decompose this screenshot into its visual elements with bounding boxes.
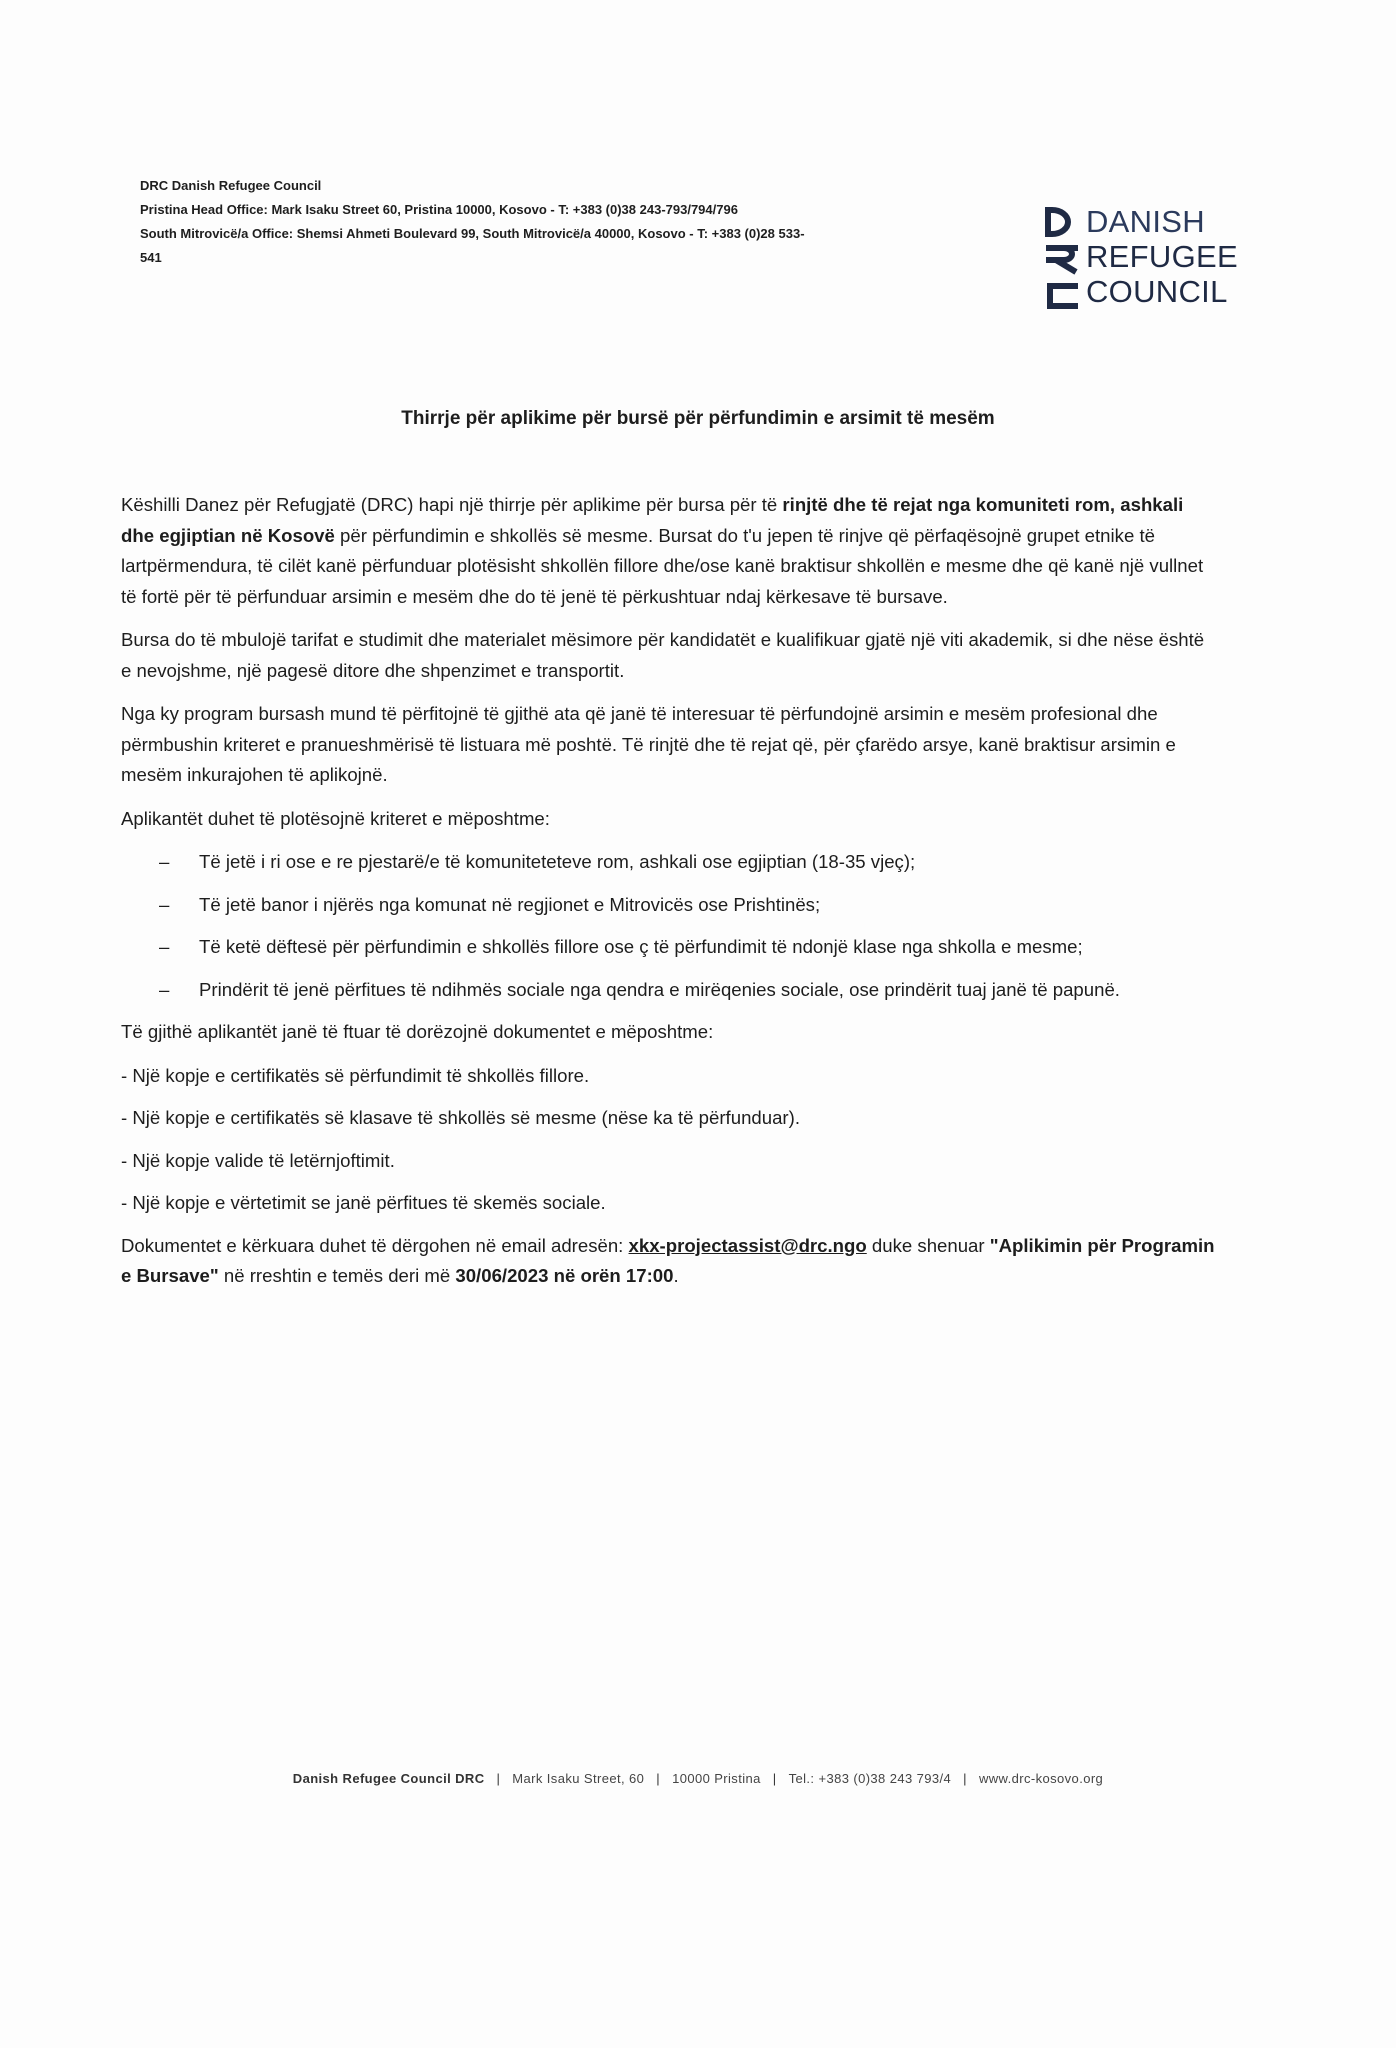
criteria-list (121, 847, 1216, 1005)
criteria-intro: Aplikantët duhet të plotësojnë kriteret e mëposhtme: (121, 807, 550, 829)
list-item-text: Prindërit të jenë përfitues të ndihmës sociale nga qendra e mirëqenies sociale, ose prindërit tuaj janë të papunë. (199, 978, 1120, 1000)
footer-street: Mark Isaku Street, 60 (512, 1771, 645, 1786)
list-item-text: Të jetë i ri ose e re pjestarë/e të komunitetetevе rom, ashkali ose egjiptian (18-35 vjeç); (199, 851, 916, 872)
intro-text-2: për përfundimin e shkollës së mesme. Bursat do t'u jepen të rinjve që përfaqësojnë grupet etnike të lartpërmendura, të cilët kanë përfunduar plotësisht shkollën fillore dhe/ose kanë braktisur shkollën e mesme dhe që kanë një vullnet të fortë për të përfunduar arsimin e mesëm dhe do të jenë të përkushtuar ndaj kërkesave të bursave. (121, 524, 1204, 607)
list-item (121, 890, 1216, 921)
south-office-address-cont: 541 (140, 250, 162, 265)
list-item-text: Të ketë dëftesë për përfundimin e shkollës fillore ose ç të përfundimit të ndonjë klase nga shkolla e mesme; (199, 936, 1083, 957)
logo-line-1: DANISH (1086, 204, 1205, 239)
closing-deadline: 30/06/2023 në orën 17:00 (455, 1265, 674, 1286)
logo-line-2: REFUGEE (1086, 239, 1238, 274)
coverage-paragraph: Bursa do të mbulojë tarifat e studimit dhe materialet mësimore për kandidatët e kualifikuar gjatë një viti akademik, si dhe nëse është e nevojshme, një pagesë ditore dhe shpenzimet e transportit. (121, 629, 1205, 681)
list-item (121, 932, 1216, 963)
closing-text-4: . (673, 1265, 679, 1286)
logo-wordmark (1086, 204, 1238, 309)
footer-separator: | (496, 1771, 501, 1786)
logo-line-3: COUNCIL (1086, 274, 1228, 309)
closing-paragraph (121, 1231, 1216, 1292)
head-office-address: Pristina Head Office: Mark Isaku Street 60, Pristina 10000, Kosovo - T: +383 (0)38 243-793/794/796 (140, 202, 738, 217)
list-dash: – (159, 893, 170, 915)
list-item (121, 975, 1216, 1006)
closing-text-3: në rreshtin e temës deri më (218, 1265, 456, 1286)
footer-website[interactable]: www.drc-kosovo.org (978, 1771, 1104, 1786)
drc-logo (1042, 204, 1238, 312)
drc-logo-icon (1042, 204, 1082, 312)
documents-intro: Të gjithë aplikantët janë të ftuar të dorëzojnë dokumentet e mëposhtme: (121, 1021, 714, 1042)
closing-text-1: Dokumentet e kërkuara duhet të dërgohen në email adresën: (121, 1234, 629, 1256)
closing-text-2: duke shenuar (866, 1234, 990, 1256)
email-link[interactable]: xkx-projectassist@drc.ngo (628, 1234, 867, 1256)
document-title: Thirrje për aplikime për bursë për përfundimin e arsimit të mesëm (401, 408, 995, 429)
footer-tel: Tel.: +383 (0)38 243 793/4 (788, 1771, 952, 1786)
footer-separator: | (772, 1771, 777, 1786)
document-item: - Një kopje valide të letërnjoftimit. (121, 1149, 395, 1171)
list-dash: – (159, 936, 170, 957)
list-item-text: Të jetë banor i njërës nga komunat në regjionet e Mitrovicës ose Prishtinës; (199, 893, 821, 915)
intro-paragraph (121, 490, 1216, 612)
document-item: - Një kopje e certifikatës së klasave të shkollës së mesme (nëse ka të përfunduar). (121, 1107, 800, 1128)
footer-separator: | (963, 1771, 967, 1786)
document-item: - Një kopje e certifikatës së përfundimit të shkollës fillore. (121, 1064, 590, 1086)
closing-subject: "Aplikimin për Programin e Bursave" (121, 1234, 1215, 1286)
document-item: - Një kopje e vërtetimit se janë përfitues të skemës sociale. (121, 1192, 606, 1213)
list-dash: – (159, 978, 170, 1000)
org-name: DRC Danish Refugee Council (140, 178, 322, 193)
footer-org: Danish Refugee Council DRC (292, 1771, 485, 1786)
south-office-address: South Mitrovicë/a Office: Shemsi Ahmeti Boulevard 99, South Mitrovicë/a 40000, Kosovo - T: +383 (0)28 533- (140, 226, 805, 241)
intro-text-1: Këshilli Danez për Refugjatë (DRC) hapi një thirrje për aplikime për bursa për të (121, 494, 783, 515)
footer-city: 10000 Pristina (672, 1771, 761, 1786)
intro-bold: rinjtë dhe të rejat nga komuniteti rom, ashkali dhe egjiptian në Kosovë (121, 494, 1184, 546)
letterhead (140, 174, 900, 270)
footer-separator: | (656, 1771, 661, 1786)
document-body (121, 490, 1216, 1305)
list-item (121, 847, 1216, 878)
eligibility-paragraph: Nga ky program bursash mund të përfitojnë të gjithë ata që janë të interesuar të përfundojnë arsimin e mesëm profesional dhe përmbushin kriteret e pranueshmërisë të listuara më poshtë. Të rinjtë dhe të rejat që, për çfarëdo arsye, kanë braktisur arsimin e mesëm inkurajohen të aplikojnë. (121, 703, 1176, 785)
page-footer (0, 1771, 1396, 1786)
list-dash: – (159, 851, 170, 872)
